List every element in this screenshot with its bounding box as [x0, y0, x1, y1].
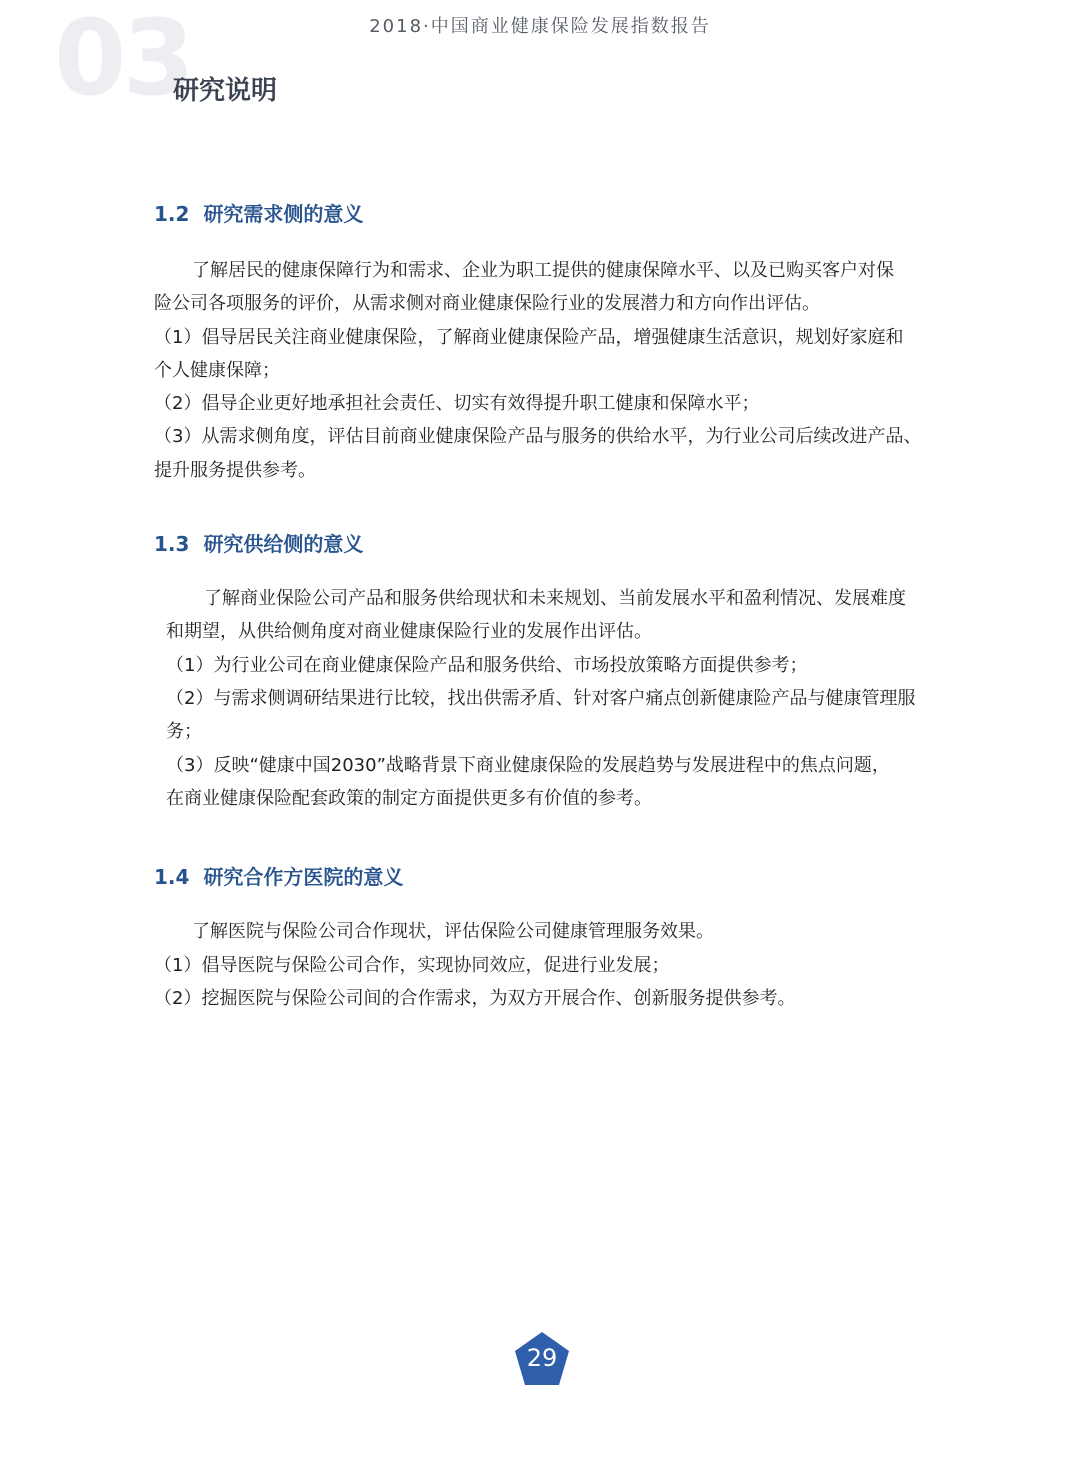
- list-item: （3）从需求侧角度，评估目前商业健康保险产品与服务的供给水平，为行业公司后续改进产品、: [154, 426, 922, 447]
- section-title: 研究需求侧的意义: [203, 202, 364, 226]
- list-item-continued: 在商业健康保险配套政策的制定方面提供更多有价值的参考。: [166, 788, 652, 809]
- paragraph-line: 了解商业保险公司产品和服务供给现状和未来规划、当前发展水平和盈利情况、发展难度: [204, 588, 906, 609]
- list-item-continued: 提升服务提供参考。: [154, 460, 316, 481]
- chapter-title: 研究说明: [173, 76, 278, 106]
- section-number: 1.2: [154, 202, 190, 226]
- paragraph-line: 了解居民的健康保障行为和需求、企业为职工提供的健康保障水平、以及已购买客户对保: [192, 260, 894, 281]
- report-header-title: 2018·中国商业健康保险发展指数报告: [369, 16, 711, 37]
- list-item: （1）倡导居民关注商业健康保险，了解商业健康保险产品，增强健康生活意识，规划好家庭和: [154, 327, 904, 348]
- list-item: （1）倡导医院与保险公司合作，实现协同效应，促进行业发展；: [154, 955, 670, 976]
- section-heading-1-4: [154, 861, 403, 890]
- list-item: （2）挖掘医院与保险公司间的合作需求，为双方开展合作、创新服务提供参考。: [154, 988, 796, 1009]
- page-number-badge: [513, 1330, 571, 1388]
- section-title: 研究合作方医院的意义: [203, 865, 404, 889]
- list-item: （2）倡导企业更好地承担社会责任、切实有效得提升职工健康和保障水平；: [154, 393, 760, 414]
- list-item-continued: 务；: [166, 721, 202, 742]
- page-number: 29: [526, 1344, 558, 1372]
- section-title: 研究供给侧的意义: [203, 532, 364, 556]
- chapter-number: 03: [54, 0, 191, 119]
- list-item-continued: 个人健康保障；: [154, 360, 280, 381]
- section-heading-1-2: [154, 198, 363, 227]
- list-item: （1）为行业公司在商业健康保险产品和服务供给、市场投放策略方面提供参考；: [166, 655, 808, 676]
- list-item: （3）反映“健康中国2030”战略背景下商业健康保险的发展趋势与发展进程中的焦点问题，: [166, 755, 890, 776]
- paragraph-line: 险公司各项服务的评价，从需求侧对商业健康保险行业的发展潜力和方向作出评估。: [154, 293, 820, 314]
- section-heading-1-3: [154, 528, 363, 557]
- paragraph-line: 了解医院与保险公司合作现状，评估保险公司健康管理服务效果。: [192, 921, 714, 942]
- paragraph-line: 和期望，从供给侧角度对商业健康保险行业的发展作出评估。: [166, 621, 652, 642]
- section-number: 1.3: [154, 532, 190, 556]
- section-number: 1.4: [154, 865, 190, 889]
- list-item: （2）与需求侧调研结果进行比较，找出供需矛盾、针对客户痛点创新健康险产品与健康管理服: [166, 688, 916, 709]
